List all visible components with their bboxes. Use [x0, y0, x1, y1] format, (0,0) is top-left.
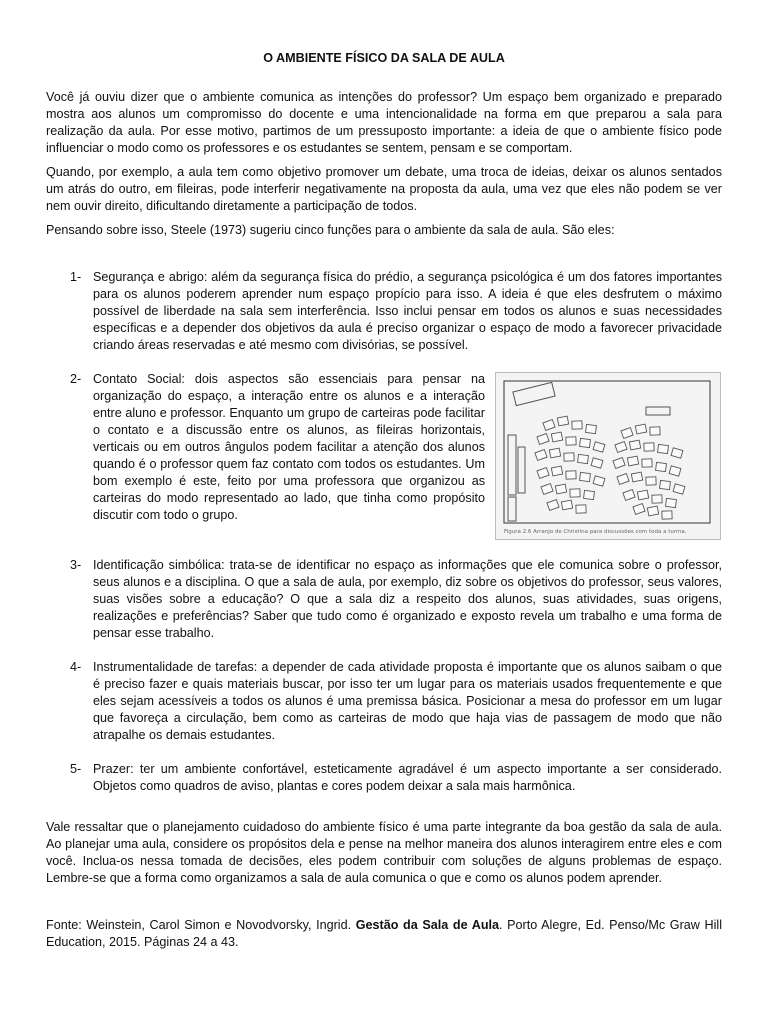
student-desk: [580, 472, 591, 481]
source-citation: [46, 917, 722, 951]
list-item-task-instrumentality: [46, 659, 722, 744]
student-desk: [584, 490, 595, 499]
student-desk: [666, 498, 677, 507]
student-desk: [652, 495, 662, 503]
document-page: [46, 50, 722, 958]
student-desk: [586, 424, 597, 433]
figure-caption: Figura 2.6 Arranjo de Christina para discussões com toda a turma.: [504, 529, 687, 535]
item-text: ter um ambiente confortável, esteticamente agradável é um aspecto importante a ser considerado. Objetos como quadros de aviso, plantas e cores podem deixar a sala mais harmônica.: [93, 762, 722, 793]
closing-paragraph: Vale ressaltar que o planejamento cuidadoso do ambiente físico é uma parte integrante da boa gestão da sala de aula. Ao planejar uma aula, considere os propósitos dela e pense na melhor maneira dos alunos interagirem entre eles e com você. Inclua-os nessa tomada de decisões, eles podem contribuir com soluções de alguns problemas de espaço. Lembre-se que a forma como organizamos a sala de aula comunica o que e como os alunos podem aprender.: [46, 820, 722, 885]
classroom-diagram: [496, 373, 720, 539]
source-book-title: Gestão da Sala de Aula: [355, 918, 500, 932]
item-heading: Segurança e abrigo:: [93, 270, 208, 284]
item-heading: Contato Social:: [93, 372, 185, 386]
student-desk: [615, 442, 627, 453]
student-desk: [551, 432, 562, 442]
student-desk: [646, 477, 656, 485]
student-desk: [566, 471, 576, 479]
list-item-security: [46, 269, 722, 354]
student-desk: [557, 416, 568, 426]
list-item-pleasure: [46, 761, 722, 795]
list-item-symbolic-identification: [46, 557, 722, 642]
student-desk: [541, 484, 553, 495]
list-item-social-contact: [46, 371, 722, 540]
student-desk: [578, 454, 589, 463]
item-text: trata-se de identificar no espaço as informações que ele comunica sobre o professor, seus alunos e a disciplina. O que a sala de aula, por exemplo, diz sobre os objetivos do professor, seus valores, suas visões sobre a educação? O que a sala diz a respeito dos alunos, suas atividades, suas origens, realizações e preferências? Saber que tudo como é organizado e exposto revela um trabalho e uma forma de pensar esse trabalho.: [93, 558, 722, 640]
list-number: 1-: [70, 270, 82, 284]
list-number: 2-: [70, 372, 82, 386]
list-number: 3-: [70, 558, 82, 572]
student-desk: [576, 505, 586, 513]
student-desk: [561, 500, 572, 510]
student-desk: [673, 484, 685, 494]
student-desk: [644, 443, 654, 451]
shelf: [518, 447, 525, 493]
list-number: 5-: [70, 762, 82, 776]
item-heading: Identificação simbólica:: [93, 558, 225, 572]
student-desk: [623, 490, 635, 501]
student-desk: [671, 448, 683, 458]
item-text: a depender de cada atividade proposta é importante que os alunos saibam o que é preciso fazer e quais materiais buscar, por isso ter um lugar para os materiais usados frequentemente e que eles sejam acessíveis a todos os alunos é uma premissa básica. Posicionar a mesa do professor em um lugar que favoreça a circulação, bem como as carteiras de modo que haja vias de passagem de modo que não atrapalhe os demais estudantes.: [93, 660, 722, 742]
student-desk: [633, 504, 645, 515]
intro-paragraph-1: Você já ouviu dizer que o ambiente comunica as intenções do professor? Um espaço bem organizado e preparado mostra aos alunos um compromisso do docente e uma intencionalidade na forma em que preparou a sala para realização da aula. Por esse motivo, partimos de um pressuposto importante: a ideia de que o ambiente físico pode influenciar o modo como os professores e os estudantes se sentem, pensam e se comportam.: [46, 90, 722, 155]
side-table: [646, 407, 670, 415]
shelf: [508, 435, 516, 495]
student-desk: [617, 474, 629, 485]
student-desk: [537, 468, 549, 479]
student-desk: [642, 459, 652, 467]
student-desk: [662, 511, 672, 519]
student-desk: [669, 466, 681, 476]
item-heading: Instrumentalidade de tarefas:: [93, 660, 258, 674]
student-desk: [656, 462, 667, 471]
student-desk: [543, 420, 555, 431]
student-desk: [549, 448, 560, 458]
shelf: [508, 497, 516, 521]
student-desk: [631, 472, 642, 482]
student-desk: [537, 434, 549, 445]
student-desk: [593, 442, 605, 452]
intro-paragraph-2: Quando, por exemplo, a aula tem como objetivo promover um debate, uma troca de ideias, deixar os alunos sentados um atrás do outro, em fileiras, pode interferir negativamente na proposta da aula, uma vez que eles não podem se ver nem ouvir direito, dificultando diretamente a participação de todos.: [46, 165, 722, 213]
item-body: [93, 371, 485, 524]
student-desk: [593, 476, 605, 486]
item-text: além da segurança física do prédio, a segurança psicológica é um dos fatores importantes para os alunos poderem aprender num espaço propício para isso. A ideia é que eles desfrutem o máximo possível de liberdade na sala sem interferência. Isso inclui pensar em todos os alunos e suas necessidades específicas e a depender dos objetivos da aula é preciso organizar o espaço de modo a favorecer privacidade criando áreas reservadas e até mesmo com divisórias, se possível.: [93, 270, 722, 352]
student-desk: [629, 440, 640, 450]
student-desk: [572, 421, 582, 429]
student-desk: [627, 456, 638, 466]
student-desk: [555, 484, 566, 494]
classroom-layout-figure: [495, 372, 721, 540]
student-desk: [570, 489, 580, 497]
student-desk: [635, 424, 646, 434]
student-desk: [621, 428, 633, 439]
student-desk: [535, 450, 547, 461]
intro-paragraph-3: Pensando sobre isso, Steele (1973) sugeriu cinco funções para o ambiente da sala de aula. São eles:: [46, 223, 615, 237]
student-desk: [564, 453, 574, 461]
teacher-desk: [513, 382, 555, 405]
functions-list: [46, 269, 722, 795]
student-desk: [658, 444, 669, 453]
source-prefix: Fonte: Weinstein, Carol Simon e Novodvorsky, Ingrid.: [46, 918, 356, 932]
student-desk: [660, 480, 671, 489]
student-desk: [613, 458, 625, 469]
document-title: O AMBIENTE FÍSICO DA SALA DE AULA: [263, 51, 505, 65]
student-desk: [637, 490, 648, 500]
student-desk: [551, 466, 562, 476]
item-heading: Prazer:: [93, 762, 134, 776]
source-suffix: . Porto Alegre, Ed. Penso/Mc Graw Hill Education, 2015. Páginas 24 a 43.: [46, 918, 722, 949]
student-desk: [591, 458, 603, 468]
student-desk: [650, 427, 660, 435]
student-desk: [647, 506, 658, 516]
list-number: 4-: [70, 660, 82, 674]
student-desk: [566, 437, 576, 445]
item-text: dois aspectos são essenciais para pensar na organização do espaço, a interação entre os alunos e a interação entre aluno e professor. Enquanto um grupo de carteiras pode facilitar o contato e a discussão entre os alunos, as fileiras horizontais, verticais ou em outros ângulos podem facilitar a atenção dos alunos quando é o professor quem faz contato com todos os estudantes. Um bom exemplo é este, feito por uma professora que organizou as carteiras do modo representado ao lado, que tinha como propósito discutir com todo o grupo.: [93, 372, 485, 522]
student-desk: [580, 438, 591, 447]
student-desk: [547, 500, 559, 511]
